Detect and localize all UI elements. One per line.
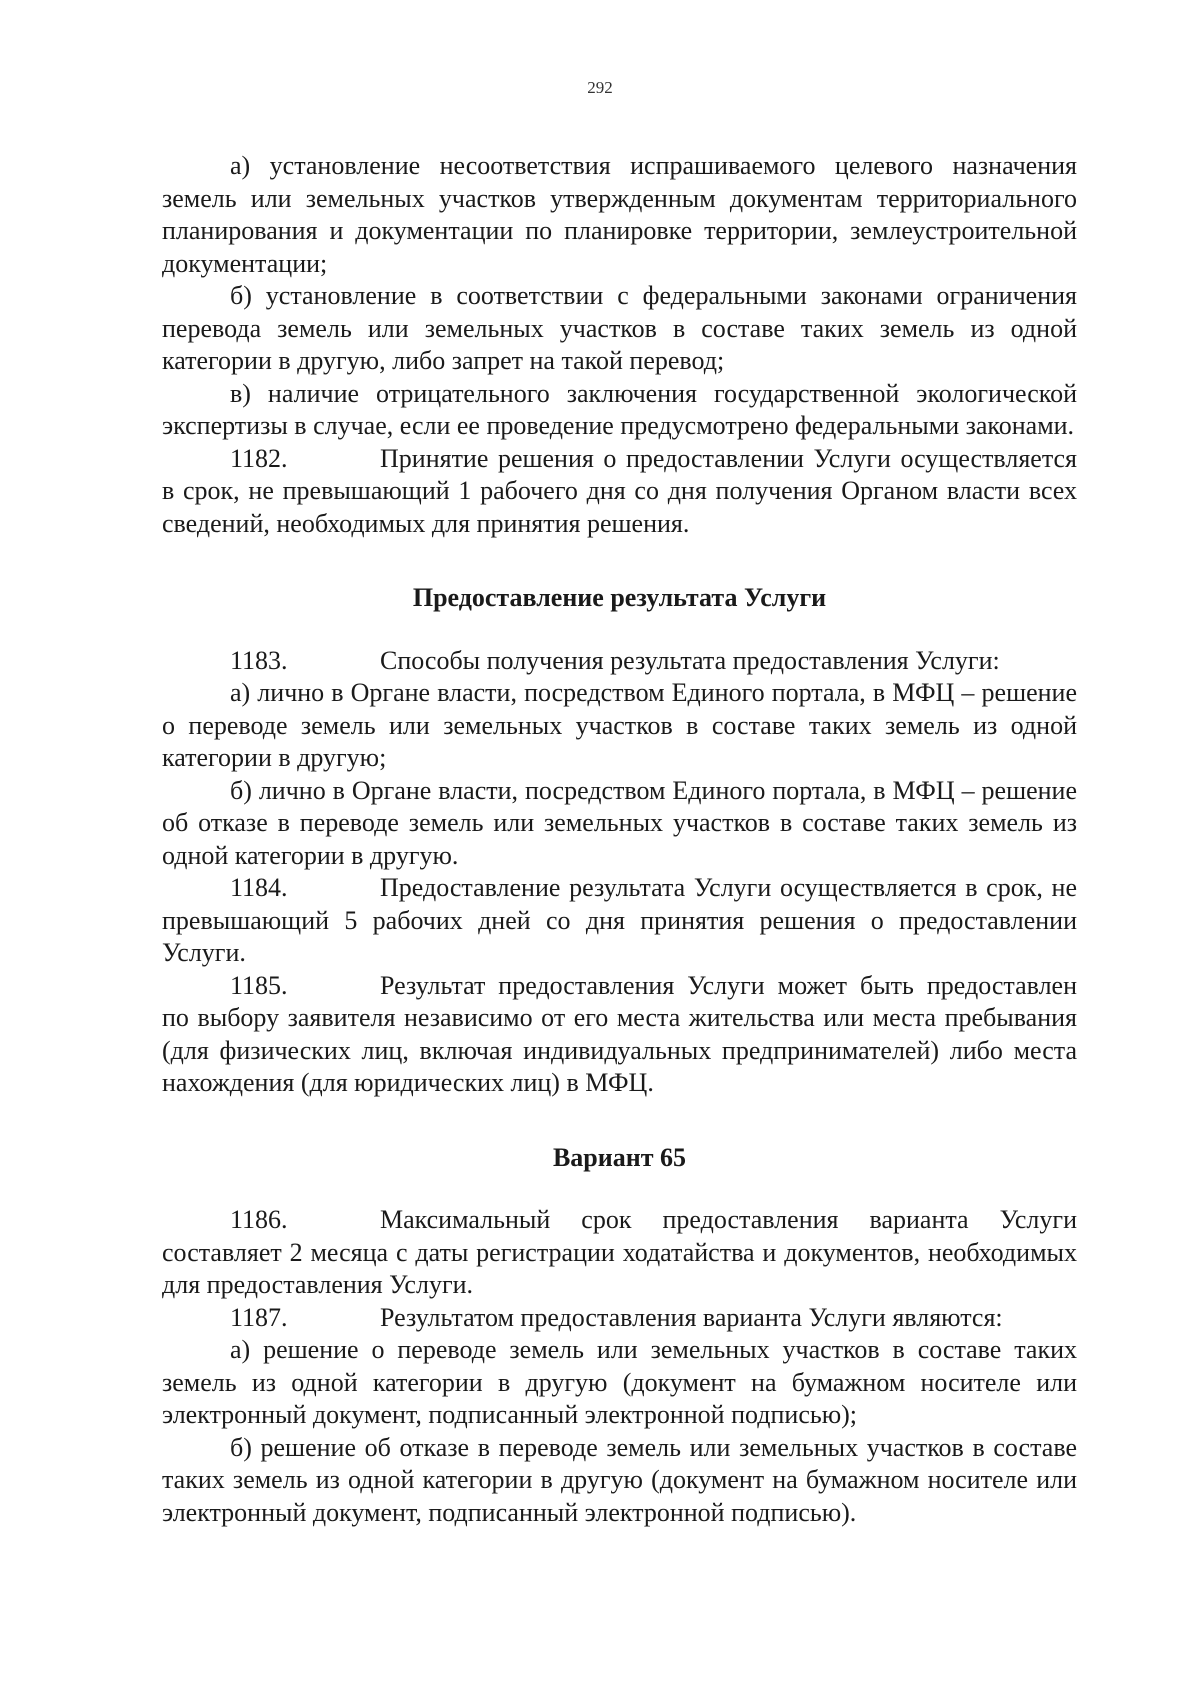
page-number: 292 (587, 78, 613, 97)
paragraph-item-a: а) решение о переводе земель или земельных участков в составе таких земель из одной категории в другую (документ на бумажном носителе или электронный документ, подписанный электронной подписью); (162, 1335, 1077, 1429)
paragraph-item-a: а) лично в Органе власти, посредством Единого портала, в МФЦ – решение о переводе земель или земельных участков в составе таких земель из одной категории в другую; (162, 678, 1077, 772)
clause-1186 (162, 1204, 1077, 1302)
clause-number: 1183. (230, 645, 288, 675)
section-heading-variant: Вариант 65 (552, 1142, 687, 1172)
paragraph-item-b: б) решение об отказе в переводе земель или земельных участков в составе таких земель из одной категории в другую (документ на бумажном носителе или электронный документ, подписанный электронной подписью). (162, 1432, 1077, 1527)
clause-number: 1186. (230, 1205, 288, 1234)
clause-number: 1187. (230, 1302, 288, 1332)
clause-1187 (162, 1302, 1077, 1335)
clause-1184 (162, 872, 1077, 970)
clause-text: Предоставление результата Услуги осуществляется в срок, не превышающий 5 рабочих дней со дня принятия решения о предоставлении Услуги. (162, 873, 1077, 967)
paragraph-item-v: в) наличие отрицательного заключения государственной экологической экспертизы в случае, если ее проведение предусмотрено федеральными законами. (162, 378, 1077, 440)
clause-1182 (162, 443, 1077, 541)
paragraph-item-b: б) лично в Органе власти, посредством Единого портала, в МФЦ – решение об отказе в переводе земель или земельных участков в составе таких земель из одной категории в другую. (162, 775, 1077, 870)
clause-text: Результат предоставления Услуги может быть предоставлен по выбору заявителя независимо от его места жительства или места пребывания (для физических лиц, включая индивидуальных предпринимателей) либо места нахождения (для юридических лиц) в МФЦ. (162, 970, 1077, 1097)
clause-text: Принятие решения о предоставлении Услуги осуществляется в срок, не превышающий 1 рабочего дня со дня получения Органом власти всех сведений, необходимых для принятия решения. (162, 443, 1077, 538)
document-body (162, 150, 1077, 1529)
clause-1183 (162, 645, 1077, 678)
clause-text: Максимальный срок предоставления варианта Услуги составляет 2 месяца с даты регистрации ходатайства и документов, необходимых для предоставления Услуги. (162, 1205, 1077, 1299)
clause-1185 (162, 970, 1077, 1100)
clause-text: Результатом предоставления варианта Услуги являются: (380, 1302, 1003, 1332)
clause-number: 1184. (230, 873, 288, 902)
paragraph-item-a: а) установление несоответствия испрашиваемого целевого назначения земель или земельных участков утвержденным документам территориального планирования и документации по планировке территории, землеустроительной документации; (162, 151, 1077, 278)
clause-number: 1182. (230, 443, 288, 473)
paragraph-item-b: б) установление в соответствии с федеральными законами ограничения перевода земель или земельных участков в составе таких земель из одной категории в другую, либо запрет на такой перевод; (162, 281, 1077, 375)
clause-text: Способы получения результата предоставления Услуги: (380, 645, 1000, 675)
clause-number: 1185. (230, 970, 288, 1000)
section-heading-result: Предоставление результата Услуги (412, 583, 827, 612)
